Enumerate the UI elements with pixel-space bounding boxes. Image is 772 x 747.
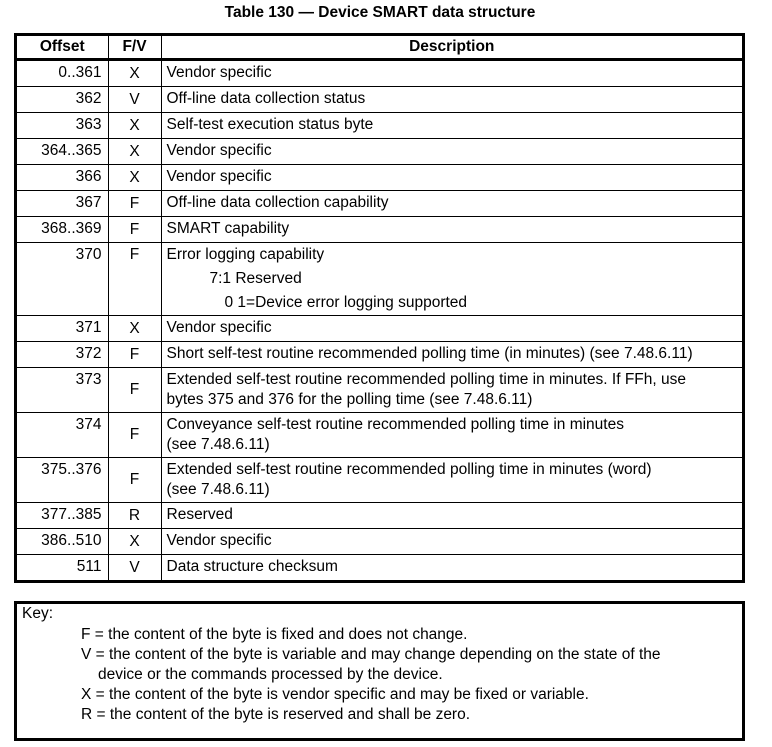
- key-item-v: [81, 645, 741, 685]
- key-list: [81, 625, 741, 725]
- offset-cell: 372: [17, 342, 108, 368]
- fv-cell: X: [108, 165, 161, 191]
- description-cell: Reserved: [161, 503, 742, 529]
- bit-field-line: 7:1 Reserved: [209, 270, 302, 287]
- offset-cell: 370: [17, 243, 108, 316]
- fv-cell: X: [108, 529, 161, 555]
- smart-data-table: [14, 33, 745, 583]
- description-cell: Self-test execution status byte: [161, 113, 742, 139]
- table-row: [17, 316, 742, 342]
- key-title: Key:: [22, 605, 54, 622]
- table-row: [17, 113, 742, 139]
- table-row: [17, 368, 742, 413]
- offset-cell: 367: [17, 191, 108, 217]
- key-section: [14, 601, 745, 741]
- header-description: Description: [161, 36, 742, 60]
- description-cell: Off-line data collection status: [161, 87, 742, 113]
- fv-cell: X: [108, 316, 161, 342]
- table-row: [17, 503, 742, 529]
- description-cell: Vendor specific: [161, 165, 742, 191]
- table-row: [17, 217, 742, 243]
- table-row: [17, 139, 742, 165]
- table-row: [17, 87, 742, 113]
- table-header-row: [17, 36, 742, 60]
- description-cell: Off-line data collection capability: [161, 191, 742, 217]
- table-row: [17, 243, 742, 316]
- description-cell: Vendor specific: [161, 316, 742, 342]
- key-item-text: V = the content of the byte is variable and may change depending on the state of the: [81, 646, 661, 663]
- description-cell: Vendor specific: [161, 139, 742, 165]
- offset-cell: 377..385: [17, 503, 108, 529]
- fv-cell: F: [108, 191, 161, 217]
- table-row: [17, 165, 742, 191]
- description-cell: Vendor specific: [161, 60, 742, 87]
- fv-cell: F: [108, 368, 161, 413]
- description-cell: SMART capability: [161, 217, 742, 243]
- offset-cell: 362: [17, 87, 108, 113]
- fv-cell: F: [108, 243, 161, 316]
- offset-cell: 364..365: [17, 139, 108, 165]
- key-item-x: X = the content of the byte is vendor specific and may be fixed or variable.: [81, 686, 589, 703]
- description-cell: Data structure checksum: [161, 555, 742, 581]
- offset-cell: 363: [17, 113, 108, 139]
- description-text-cont: (see 7.48.6.11): [166, 436, 270, 453]
- description-cell: Vendor specific: [161, 529, 742, 555]
- table-row: [17, 555, 742, 581]
- description-text: Extended self-test routine recommended polling time in minutes (word): [166, 461, 652, 478]
- description-text: Extended self-test routine recommended polling time in minutes. If FFh, use: [166, 371, 686, 388]
- description-text-cont: bytes 375 and 376 for the polling time (see 7.48.6.11): [166, 391, 533, 408]
- table-row: [17, 529, 742, 555]
- offset-cell: 371: [17, 316, 108, 342]
- offset-cell: 374: [17, 413, 108, 458]
- bit-field-line: 0 1=Device error logging supported: [224, 294, 468, 311]
- header-fv: F/V: [108, 36, 161, 60]
- fv-cell: V: [108, 87, 161, 113]
- description-cell: [161, 413, 742, 458]
- header-offset: Offset: [17, 36, 108, 60]
- fv-cell: F: [108, 342, 161, 368]
- table-row: [17, 413, 742, 458]
- description-text: Conveyance self-test routine recommended polling time in minutes: [166, 416, 624, 433]
- description-cell: [161, 243, 742, 316]
- description-cell: [161, 368, 742, 413]
- fv-cell: F: [108, 458, 161, 503]
- fv-cell: X: [108, 60, 161, 87]
- fv-cell: V: [108, 555, 161, 581]
- description-text: Error logging capability: [166, 246, 325, 263]
- fv-cell: X: [108, 113, 161, 139]
- description-text-cont: (see 7.48.6.11): [166, 481, 270, 498]
- fv-cell: X: [108, 139, 161, 165]
- fv-cell: F: [108, 217, 161, 243]
- offset-cell: 368..369: [17, 217, 108, 243]
- offset-cell: 386..510: [17, 529, 108, 555]
- description-cell: [161, 458, 742, 503]
- table-caption: Table 130 — Device SMART data structure: [224, 4, 536, 21]
- table-row: [17, 191, 742, 217]
- offset-cell: 375..376: [17, 458, 108, 503]
- offset-cell: 0..361: [58, 64, 102, 81]
- fv-cell: F: [108, 413, 161, 458]
- key-item-text-cont: device or the commands processed by the device.: [98, 666, 443, 683]
- key-item-f: F = the content of the byte is fixed and does not change.: [81, 626, 468, 643]
- fv-cell: R: [108, 503, 161, 529]
- offset-cell: 511: [17, 555, 108, 581]
- key-item-r: R = the content of the byte is reserved and shall be zero.: [81, 706, 471, 723]
- table-row: [17, 458, 742, 503]
- table-row: [17, 60, 742, 87]
- description-cell: Short self-test routine recommended polling time (in minutes) (see 7.48.6.11): [161, 342, 742, 368]
- table-row: [17, 342, 742, 368]
- offset-cell: 373: [17, 368, 108, 413]
- offset-cell: 366: [17, 165, 108, 191]
